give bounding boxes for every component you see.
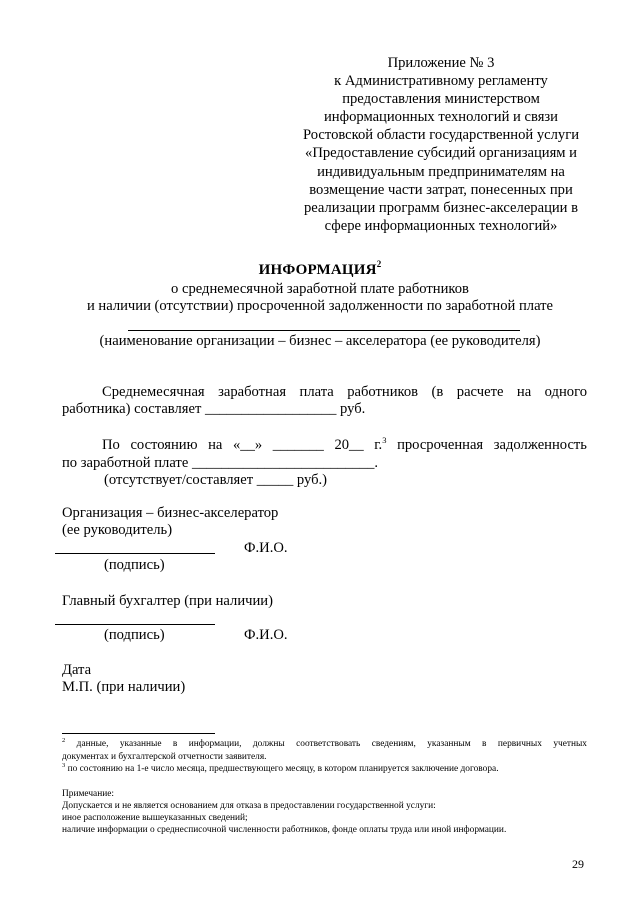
signature-line-1 xyxy=(55,553,215,554)
debt-word-1: По xyxy=(102,437,120,453)
debt-day-blank: «__» xyxy=(232,437,263,453)
fio-label-1: Ф.И.О. xyxy=(244,540,288,556)
signature-caption-2: (подпись) xyxy=(104,627,165,643)
appendix-line: Приложение № 3 xyxy=(387,55,495,71)
title-footnote-mark: 2 xyxy=(376,259,382,269)
footnote-separator xyxy=(62,733,215,734)
appendix-line: к Административному регламенту xyxy=(334,73,548,90)
document-title xyxy=(0,259,640,279)
org-name-caption: (наименование организации – бизнес – акселератора (ее руководителя) xyxy=(99,333,541,349)
title-text: ИНФОРМАЦИЯ xyxy=(258,262,377,278)
note-line-3: наличие информации о среднесписочной численности работников, фонде оплаты труда или иной информации. xyxy=(62,825,507,835)
subtitle-line-2: и наличии (отсутствии) просроченной задолженности по заработной плате xyxy=(86,298,554,314)
appendix-line: предоставления министерством xyxy=(342,91,540,108)
debt-word-9: задолженность xyxy=(493,437,587,453)
note-line-1: Допускается и не является основанием для отказа в предоставлении государственной услуги: xyxy=(62,801,436,811)
appendix-line: индивидуальным предпринимателям на xyxy=(317,163,565,180)
salary-line-1: Среднемесячная заработная плата работников (в расчете на одного xyxy=(102,384,587,400)
debt-line-3: (отсутствует/составляет _____ руб.) xyxy=(104,472,328,488)
salary-prefix: работника) составляет xyxy=(62,401,202,417)
salary-line-2 xyxy=(62,401,365,418)
subtitle-line-1: о среднемесячной заработной плате работников xyxy=(171,281,469,297)
footnote-2-mark: 2 xyxy=(62,737,66,744)
appendix-line: возмещение части затрат, понесенных при xyxy=(309,181,573,198)
chief-accountant-label: Главный бухгалтер (при наличии) xyxy=(62,593,273,609)
salary-unit: руб. xyxy=(340,401,366,417)
footnote-3-mark: 3 xyxy=(62,762,66,769)
appendix-line: «Предоставление субсидий организациям и xyxy=(305,145,577,162)
debt-month-blank: _______ xyxy=(272,437,324,453)
debt-line-1 xyxy=(102,437,587,454)
note-line-2: иное расположение вышеуказанных сведений; xyxy=(62,813,248,823)
appendix-header xyxy=(288,54,594,235)
org-signer-line-1: Организация – бизнес-акселератор xyxy=(62,505,279,521)
debt-word-g: г.$^3$ xyxy=(374,435,387,453)
signature-caption-1: (подпись) xyxy=(104,557,165,573)
appendix-line: Ростовской области государственной услуги xyxy=(303,127,579,144)
appendix-line: информационных технологий и связи xyxy=(324,109,558,126)
org-signer-line-2: (ее руководитель) xyxy=(62,522,173,538)
debt-word-8: просроченная xyxy=(397,437,484,453)
salary-blank: __________________ xyxy=(205,401,337,417)
footnote-2-line-1: $^2$ данные, указанные в информации, должны соответствовать сведениям, указанным в первичных учетных xyxy=(62,737,587,749)
debt-word-3: на xyxy=(208,437,223,453)
note-title: Примечание: xyxy=(62,789,115,799)
debt-word-2: состоянию xyxy=(130,437,198,453)
debt-line-2: по заработной плате _________________________. xyxy=(62,455,379,471)
appendix-line: реализации программ бизнес-акселерации в xyxy=(303,199,579,216)
debt-year-blank: 20__ xyxy=(334,437,364,453)
fio-label-2: Ф.И.О. xyxy=(244,627,288,643)
stamp-label: М.П. (при наличии) xyxy=(62,679,186,695)
appendix-line: сфере информационных технологий» xyxy=(324,217,558,234)
debt-footnote-mark: 3 xyxy=(382,435,387,445)
page-number: 29 xyxy=(572,857,584,871)
footnote-2-line-2: документах и бухгалтерской отчетности заявителя. xyxy=(62,752,267,762)
org-name-line xyxy=(128,330,520,331)
date-label: Дата xyxy=(62,662,92,678)
footnote-3: $^3$ по состоянию на 1-е число месяца, предшествующего месяцу, в котором планируется заключение договора. xyxy=(62,762,499,774)
signature-line-2 xyxy=(55,624,215,625)
